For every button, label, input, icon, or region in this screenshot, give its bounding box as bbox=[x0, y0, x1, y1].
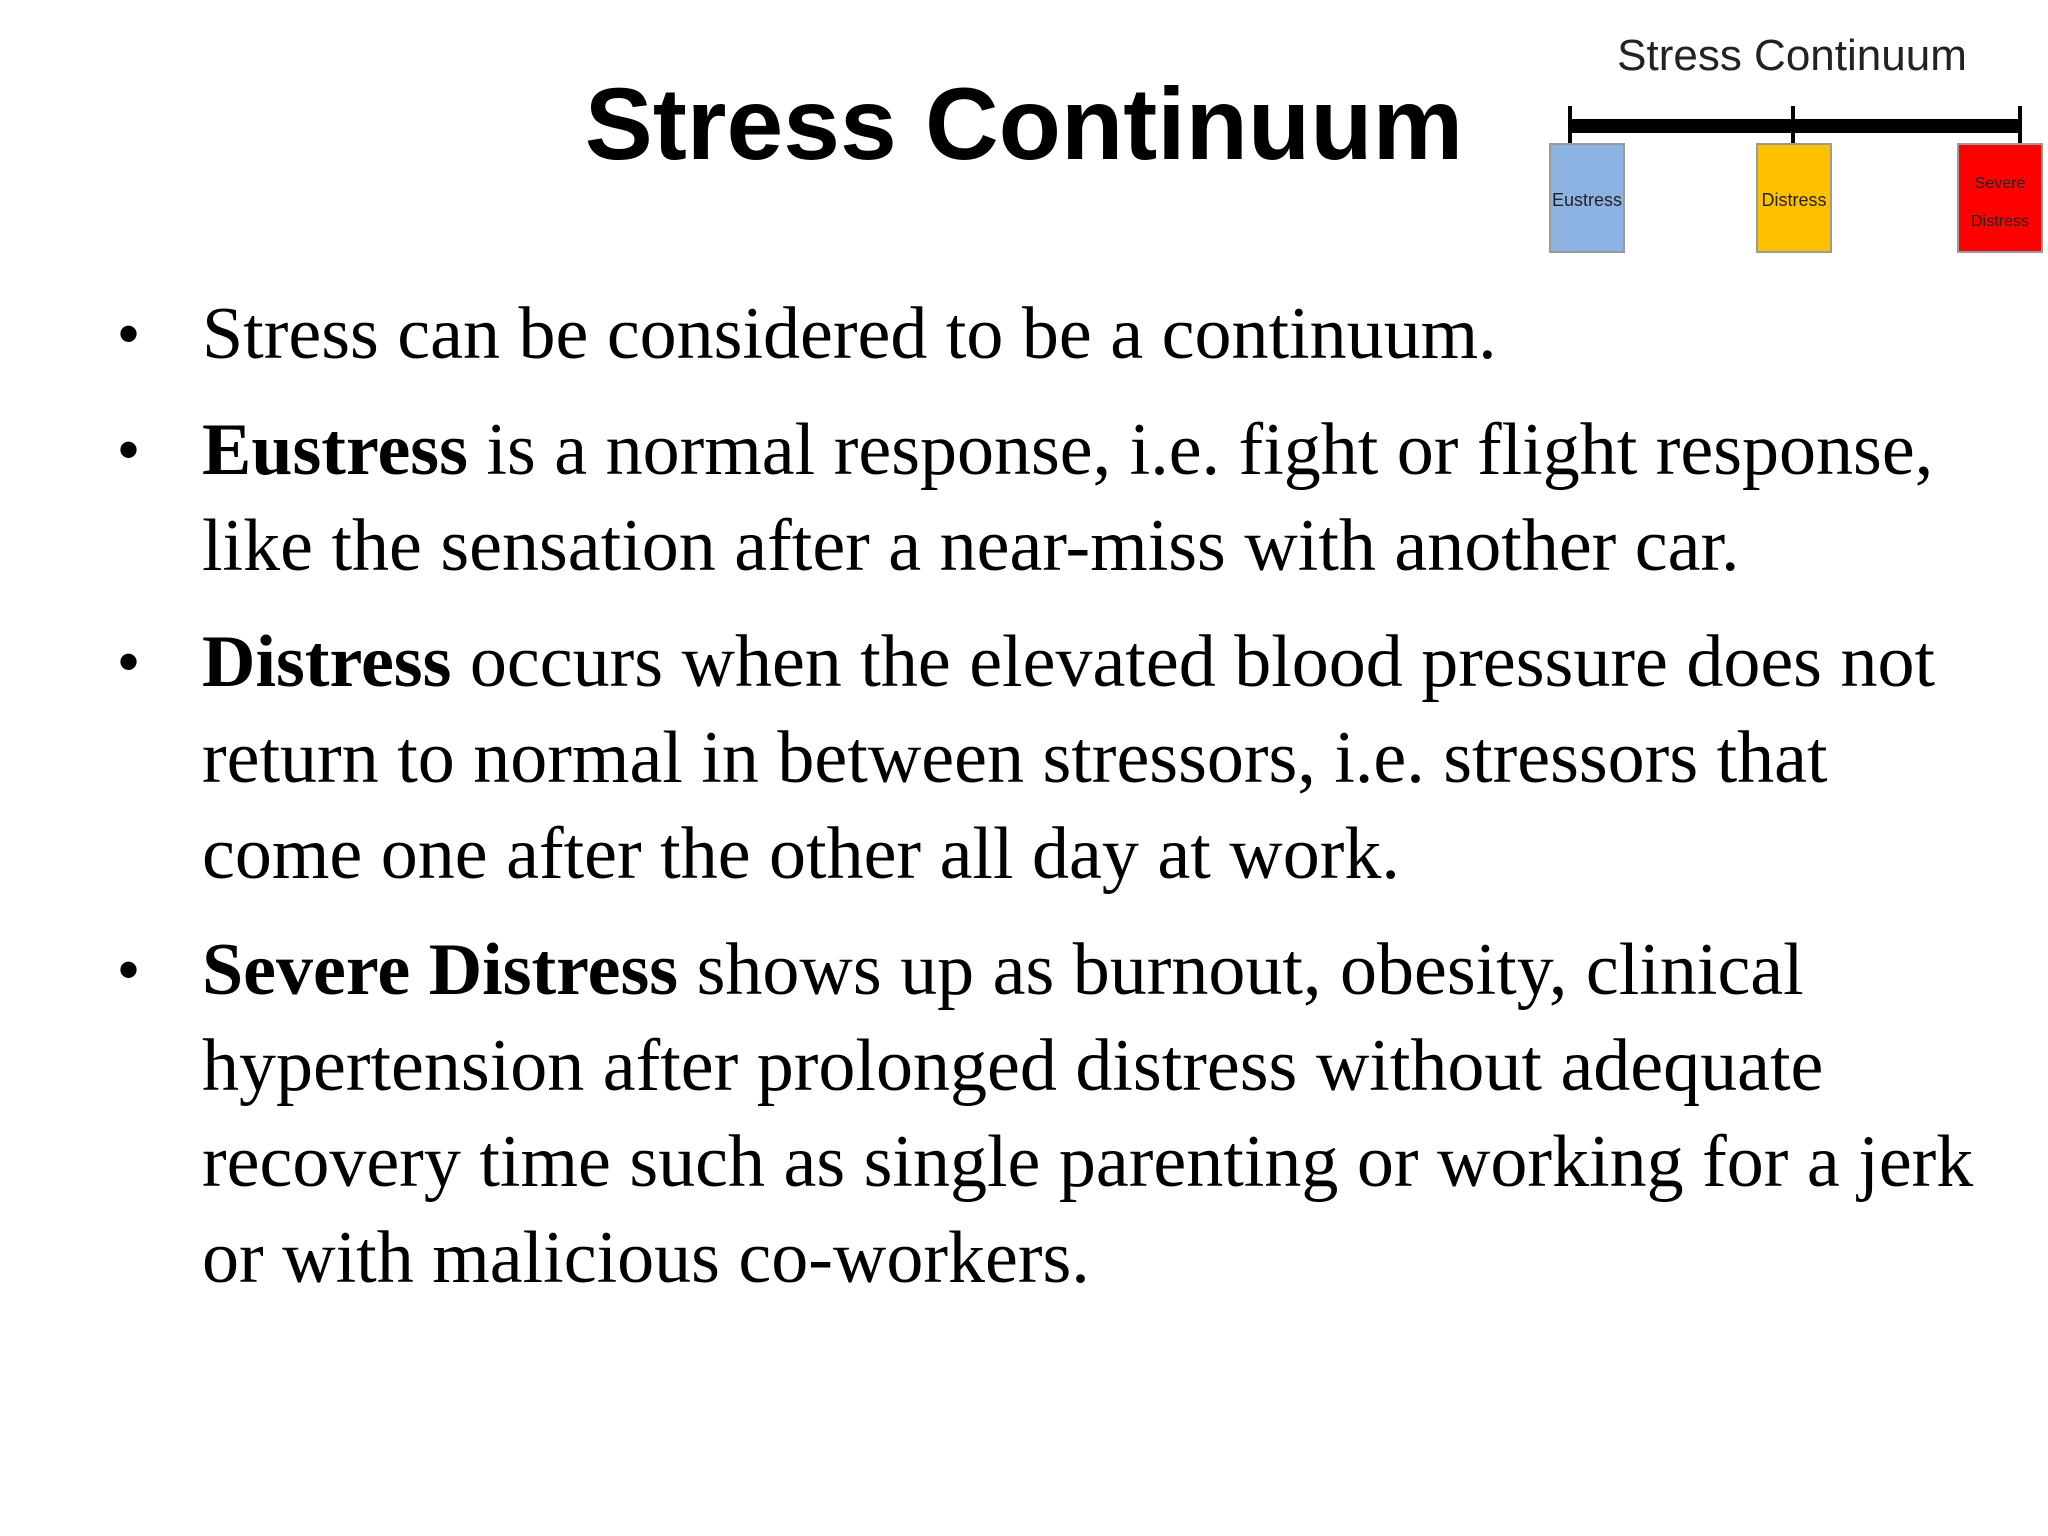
eustress-box-label: Eustress bbox=[1551, 190, 1623, 210]
distress-box bbox=[1757, 144, 1831, 252]
bullet-item bbox=[118, 922, 1998, 1306]
bullet-item bbox=[118, 286, 1998, 382]
bullet-list bbox=[118, 286, 1998, 1326]
bullet-text: is a normal response, i.e. fight or flight response, like the sensation after a near-miss with another car. bbox=[202, 409, 1934, 587]
stress-continuum-diagram bbox=[1520, 0, 2048, 270]
severe-distress-box-label-line2: Distress bbox=[1971, 213, 2029, 230]
slide-title: Stress Continuum bbox=[584, 67, 1464, 181]
severe-distress-box bbox=[1958, 144, 2042, 252]
bullet-dot: • bbox=[118, 628, 140, 695]
bullet-bold-term: Eustress bbox=[202, 409, 468, 491]
diagram-title: Stress Continuum bbox=[1617, 31, 1967, 80]
bullet-text: Stress can be considered to be a continuum. bbox=[202, 293, 1497, 375]
bullet-text: shows up as burnout, obesity, clinical hypertension after prolonged distress without adequate recovery time such as single parenting or working for a jerk or with malicious co-workers. bbox=[202, 929, 1974, 1299]
eustress-box bbox=[1550, 144, 1624, 252]
distress-box-label: Distress bbox=[1761, 190, 1827, 210]
bullet-dot: • bbox=[118, 416, 140, 483]
bullet-dot: • bbox=[118, 300, 140, 367]
bullet-dot: • bbox=[118, 936, 140, 1003]
bullet-item bbox=[118, 402, 1998, 594]
bullet-bold-term: Severe Distress bbox=[202, 929, 679, 1011]
bullet-text: occurs when the elevated blood pressure does not return to normal in between stressors, i.e. stressors that come one after the other all day at work. bbox=[202, 621, 1936, 895]
severe-distress-box-label-line1: Severe bbox=[1974, 175, 2026, 192]
bullet-item bbox=[118, 614, 1998, 902]
bullet-bold-term: Distress bbox=[202, 621, 452, 703]
